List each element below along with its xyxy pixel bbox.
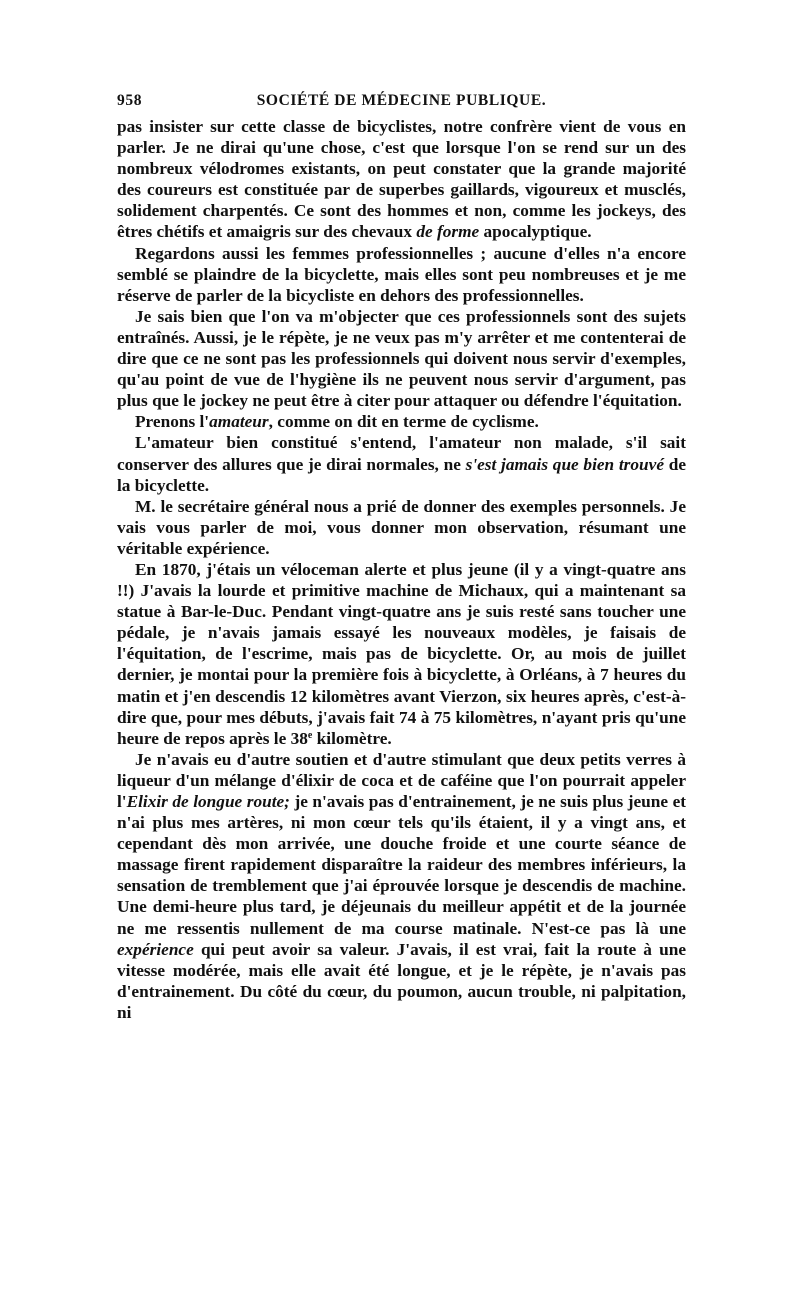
paragraph — [117, 432, 686, 495]
italic-text: s'est jamais que bien trouvé — [465, 454, 664, 474]
text-run: L'amateur bien constitué s'entend, l'amateur non malade, s'il sait conserver des allures que je dirai normales, ne — [117, 433, 686, 474]
running-head — [117, 88, 686, 116]
text-run: Prenons l' — [135, 412, 210, 432]
text-run: pas insister sur cette classe de bicyclistes, notre confrère vient de vous en parler. Je ne dirai qu'une chose, c'est que lorsque l'on se rend sur un des nombreux vélodromes existants, on peut constater que la grande majorité des coureurs est constituée par de superbes gaillards, vigoureux et musclés, solidement charpentés. Ce sont des hommes et non, comme les jockeys, des êtres chétifs et amaigris sur des chevaux — [117, 117, 686, 242]
text-run: je n'avais pas d'entrainement, je ne suis plus jeune et n'ai plus mes artères, ni mon cœur tels qu'ils étaient, il y a vingt ans, et cependant dès mon arrivée, une douche froide et une courte séance de massage firent rapidement disparaître la raideur des membres inférieurs, la sensation de tremblement que j'ai éprouvée lorsque je descendis de machine. Une demi-heure plus tard, je déjeunais du meilleur appétit et de la journée ne me ressentis nullement de ma course matinale. N'est-ce pas là une — [117, 792, 686, 938]
header-title: SOCIÉTÉ DE MÉDECINE PUBLIQUE. — [256, 92, 547, 109]
text-run: qui peut avoir sa valeur. J'avais, il est vrai, fait la route à une vitesse modérée, mais elle avait été longue, et je le répète, je n'avais pas d'entrainement. Du côté du cœur, du poumon, aucun trouble, ni palpitation, ni — [117, 939, 686, 1022]
paragraph — [117, 306, 686, 411]
text-run: En 1870, j'étais un véloceman alerte et plus jeune (il y a vingt-quatre ans !!) J'avais la lourde et primitive machine de Michaux, qui a maintenant sa statue à Bar-le-Duc. Pendant vingt-quatre ans je suis resté sans toucher une pédale, je n'avais jamais essayé les nouveaux modèles, je faisais de l'équitation, de l'escrime, mais pas de bicyclette. Or, au mois de juillet dernier, je montai pour la première fois à bicyclette, à Orléans, à 7 heures du matin et j'en descendis 12 kilomètres avant Vierzon, six heures après, c'est-à-dire que, pour mes débuts, j'avais fait 74 à 75 kilomètres, n'ayant pris qu'une heure de repos après le 38 — [117, 559, 686, 748]
text-run: , comme on dit en terme de cyclisme. — [268, 412, 539, 432]
text-run: apocalyptique. — [479, 222, 592, 242]
paragraph — [117, 749, 686, 1023]
text-run: Regardons aussi les femmes professionnelles ; aucune d'elles n'a encore semblé se plaindre de la bicyclette, mais elles sont peu nombreuses et je me réserve de parler de la bicycliste en dehors des professionnelles. — [117, 243, 686, 305]
page-number: 958 — [117, 92, 143, 109]
paragraph — [117, 496, 686, 559]
text-run: kilomètre. — [312, 728, 392, 748]
body-text — [117, 116, 686, 1023]
italic-text: de forme — [416, 222, 480, 242]
text-run: M. le secrétaire général nous a prié de donner des exemples personnels. Je vais vous parler de moi, vous donner mon observation, résumant une véritable expérience. — [117, 496, 686, 558]
document-page — [117, 88, 686, 1023]
paragraph — [117, 411, 686, 432]
paragraph — [117, 116, 686, 243]
text-run: de la bicyclette. — [117, 454, 686, 495]
paragraph — [117, 243, 686, 306]
italic-text: expérience — [117, 939, 194, 959]
text-run: Je sais bien que l'on va m'objecter que ces professionnels sont des sujets entraînés. Aussi, je le répète, je ne veux pas m'y arrêter et me contenterai de dire que ce ne sont pas les professionnels qui doivent nous servir d'exemples, qu'au point de vue de l'hygiène ils ne peuvent nous servir d'argument, pas plus que le jockey ne peut être à citer pour attaquer ou défendre l'équitation. — [117, 306, 686, 411]
paragraph — [117, 559, 686, 749]
superscript-text: e — [307, 729, 313, 741]
italic-text: Elixir de longue route; — [126, 792, 290, 811]
italic-text: amateur — [209, 412, 269, 432]
text-run: Je n'avais eu d'autre soutien et d'autre stimulant que deux petits verres à liqueur d'un mélange d'élixir de coca et de caféine que l'on pourrait appeler l' — [117, 749, 686, 811]
